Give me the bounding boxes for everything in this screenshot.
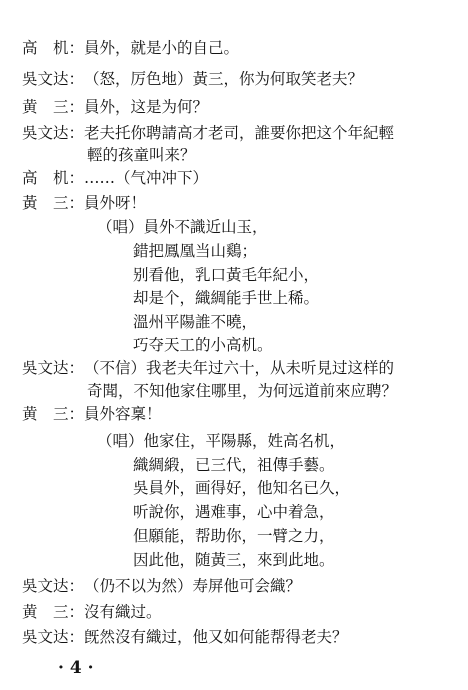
line-text: 錯把鳳凰当山鷄；	[133, 242, 258, 260]
lyric-line	[133, 478, 350, 498]
speaker: 吳文达：	[22, 577, 85, 595]
line-text: 别看他，乳口黃毛年紀小，	[133, 266, 320, 284]
line-text: 員外，这是为何？	[84, 98, 209, 116]
lyric-line	[133, 502, 335, 522]
dialogue-line	[22, 69, 363, 89]
line-text: （唱）他家住，平陽縣，姓高名机，	[97, 432, 346, 450]
speaker: 吳文达：	[22, 124, 85, 142]
speaker: 吳文达：	[22, 359, 85, 377]
speaker: 高 机：	[22, 169, 85, 187]
speaker: 高 机：	[22, 39, 85, 57]
line-text: 織綢緞，已三代，祖傳手藝。	[133, 456, 335, 474]
lyric-line	[133, 455, 335, 475]
page-number: · 4 ·	[58, 658, 94, 678]
line-text: 吳員外，画得好，他知名已久，	[133, 479, 351, 497]
line-text: （仍不以为然）寿屏他可会織？	[84, 577, 302, 595]
line-text: 奇聞，不知他家住哪里，为何远道前來应聘？	[87, 382, 398, 400]
lyric-line	[133, 265, 319, 285]
lyric-line	[97, 431, 345, 451]
lyric-line	[133, 526, 335, 546]
line-text: 輕的孩童叫来？	[87, 146, 196, 164]
dialogue-line	[22, 358, 394, 378]
dialogue-line	[22, 602, 162, 622]
dialogue-line	[87, 145, 196, 165]
lyric-line	[97, 217, 268, 237]
line-text: 員外呀！	[84, 194, 147, 212]
line-text: 听說你，遇难事，心中着急，	[133, 503, 335, 521]
dialogue-line	[22, 97, 208, 117]
dialogue-line	[22, 168, 208, 188]
dialogue-line	[22, 123, 394, 143]
line-text: （不信）我老夫年过六十，从未听見过这样的	[84, 359, 395, 377]
line-text: 老夫托你聘請高才老司，誰要你把这个年紀輕	[84, 124, 395, 142]
line-text: ……（气冲冲下）	[84, 169, 209, 187]
line-text: 溫州平陽誰不曉，	[133, 313, 258, 331]
line-text: 旣然沒有織过，他又如何能帮得老夫？	[84, 628, 348, 646]
lyric-line	[133, 550, 335, 570]
dialogue-line	[22, 193, 146, 213]
speaker: 黄 三：	[22, 603, 85, 621]
line-text: 巧夺天工的小高机。	[133, 336, 273, 354]
line-text: （怒，厉色地）黃三，你为何取笑老夫？	[84, 70, 364, 88]
line-text: 因此他，随黃三，來到此地。	[133, 551, 335, 569]
dialogue-line	[22, 627, 348, 647]
line-text: 但願能，帮助你，一臂之力，	[133, 527, 335, 545]
dialogue-line	[22, 404, 162, 424]
lyric-line	[133, 335, 273, 355]
dialogue-line	[22, 38, 239, 58]
lyric-line	[133, 288, 319, 308]
speaker: 黄 三：	[22, 98, 85, 116]
line-text: 却是个，織綢能手世上稀。	[133, 289, 320, 307]
lyric-line	[133, 241, 257, 261]
line-text: 沒有織过。	[84, 603, 162, 621]
dialogue-line	[22, 576, 301, 596]
speaker: 黃 三：	[22, 194, 85, 212]
line-text: 員外，就是小的自己。	[84, 39, 240, 57]
speaker: 吳文达：	[22, 70, 85, 88]
speaker: 黄 三：	[22, 405, 85, 423]
line-text: 員外容稟！	[84, 405, 162, 423]
lyric-line	[133, 312, 257, 332]
dialogue-line	[87, 381, 397, 401]
speaker: 吳文达：	[22, 628, 85, 646]
line-text: （唱）員外不識近山玉，	[97, 218, 268, 236]
